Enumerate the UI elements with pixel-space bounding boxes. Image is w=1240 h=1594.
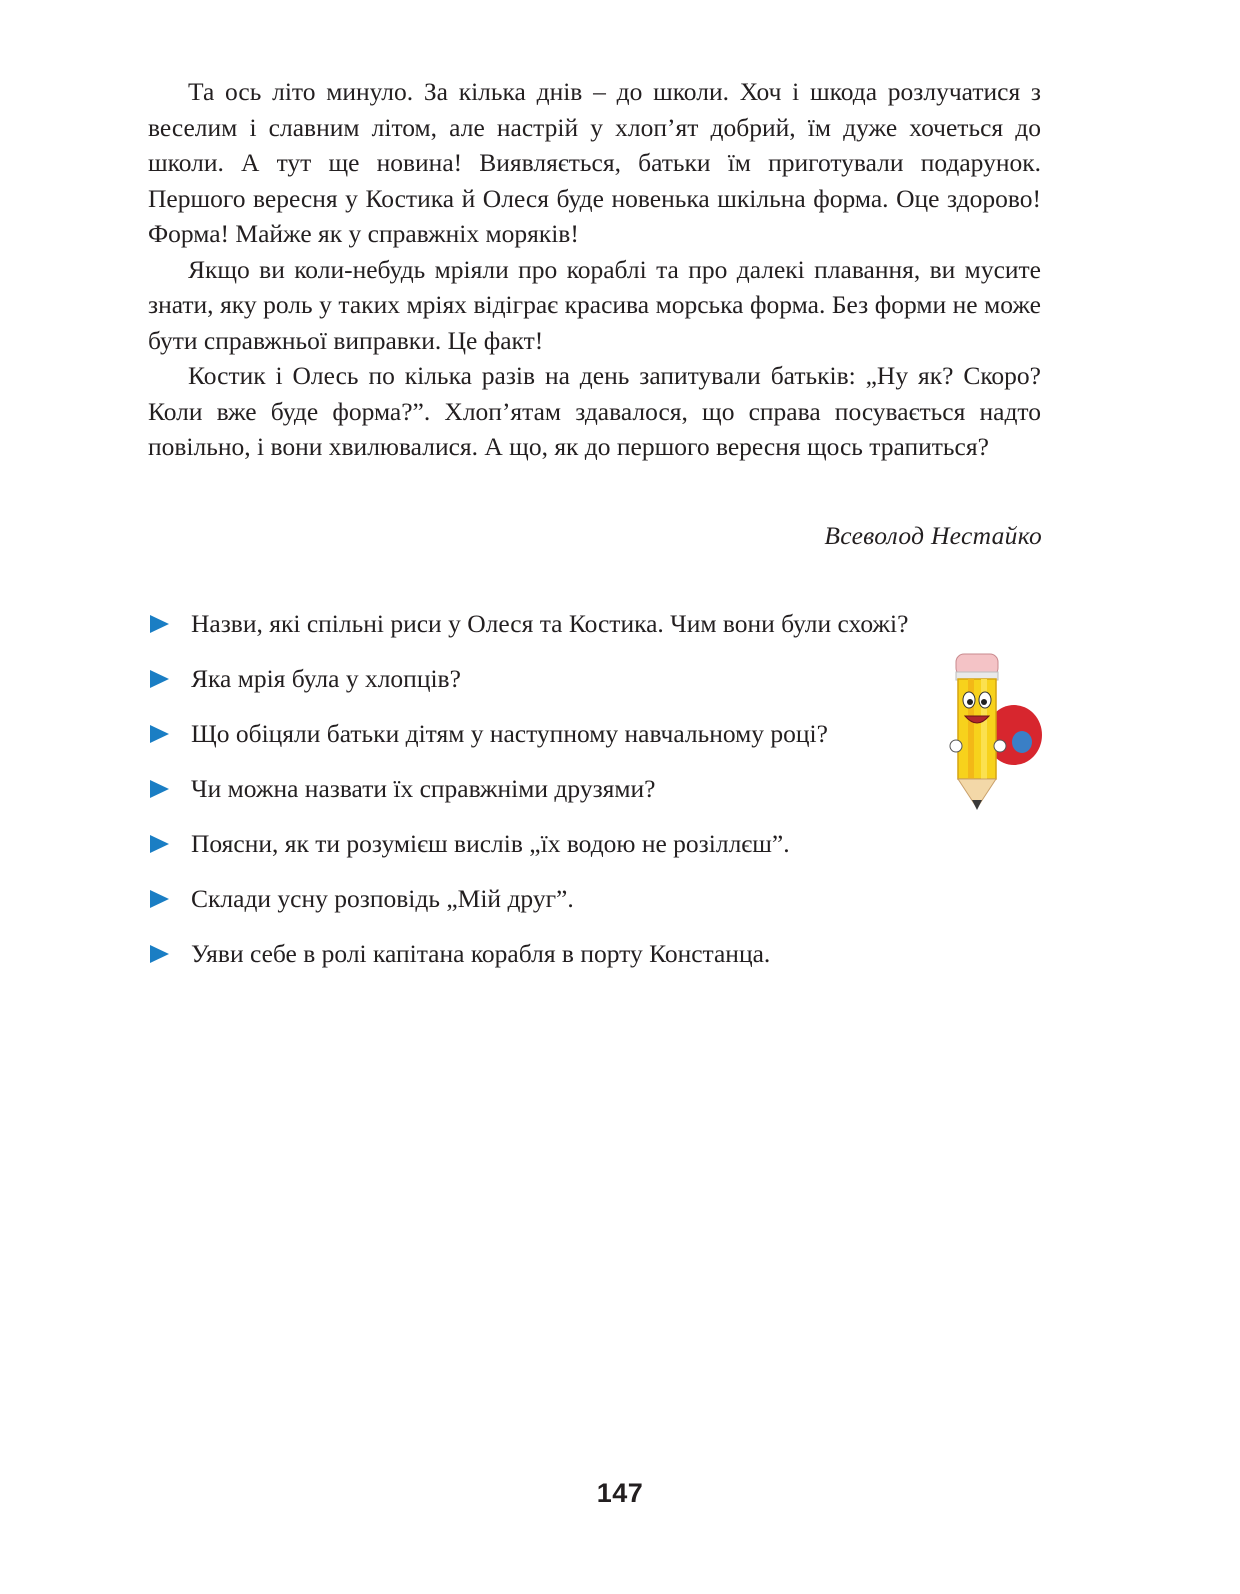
triangle-bullet-icon: [150, 780, 169, 798]
question-text: Що обіцяли батьки дітям у наступному навчальному році?: [191, 719, 828, 748]
right-hand: [994, 740, 1006, 752]
question-item: [148, 771, 1048, 826]
question-text: Уяви себе в ролі капітана корабля в порту Констанца.: [191, 939, 771, 968]
story-paragraph: Та ось літо минуло. За кілька днів – до школи. Хоч і шкода розлучатися з веселим і славним літом, але настрій у хлоп’ят добрий, їм дуже хочеться до школи. А тут ще новина! Виявляється, батьки їм приготували подарунок. Першого вересня у Костика й Олеся буде новенька шкільна форма. Оце здорово! Форма! Майже як у справжніх моряків!: [148, 77, 1041, 248]
right-pupil: [981, 699, 987, 705]
triangle-bullet-icon: [150, 615, 169, 633]
question-text: Чи можна назвати їх справжніми друзями?: [191, 774, 656, 803]
pencil-mascot-icon: [948, 650, 1048, 820]
triangle-bullet-icon: [150, 670, 169, 688]
question-text: Назви, які спільні риси у Олеся та Костика. Чим вони були схожі?: [191, 609, 909, 638]
question-item: [148, 716, 1048, 771]
left-pupil: [967, 699, 973, 705]
question-item: [148, 881, 1048, 936]
triangle-bullet-icon: [150, 835, 169, 853]
left-hand: [950, 740, 962, 752]
question-text: Склади усну розповідь „Мій друг”.: [191, 884, 574, 913]
triangle-bullet-icon: [150, 725, 169, 743]
backpack-pocket: [1012, 731, 1032, 753]
question-list: [148, 606, 1048, 991]
triangle-bullet-icon: [150, 945, 169, 963]
page-number: 147: [596, 1478, 644, 1508]
pencil-lead: [972, 800, 982, 810]
question-item: [148, 661, 1048, 716]
story-text: [148, 74, 1041, 465]
story-paragraph: Костик і Олесь по кілька разів на день запитували батьків: „Ну як? Скоро? Коли вже буде форма?”. Хлоп’ятам здавалося, що справа посувається надто повільно, і вони хвилювалися. А що, як до першого вересня щось трапиться?: [148, 361, 1041, 461]
question-item: [148, 606, 1048, 661]
pencil-body: [958, 679, 996, 779]
question-text: Поясни, як ти розумієш вислів „їх водою не розіллєш”.: [191, 829, 790, 858]
story-paragraph: Якщо ви коли-небудь мріяли про кораблі та про далекі плавання, ви мусите знати, яку роль у таких мріях відіграє красива морська форма. Без форми не може бути справжньої виправки. Це факт!: [148, 254, 1041, 355]
question-item: [148, 826, 1048, 881]
triangle-bullet-icon: [150, 890, 169, 908]
question-item: [148, 936, 1048, 991]
question-text: Яка мрія була у хлопців?: [191, 664, 461, 693]
author-signature: Всеволод Нестайко: [824, 521, 1042, 550]
